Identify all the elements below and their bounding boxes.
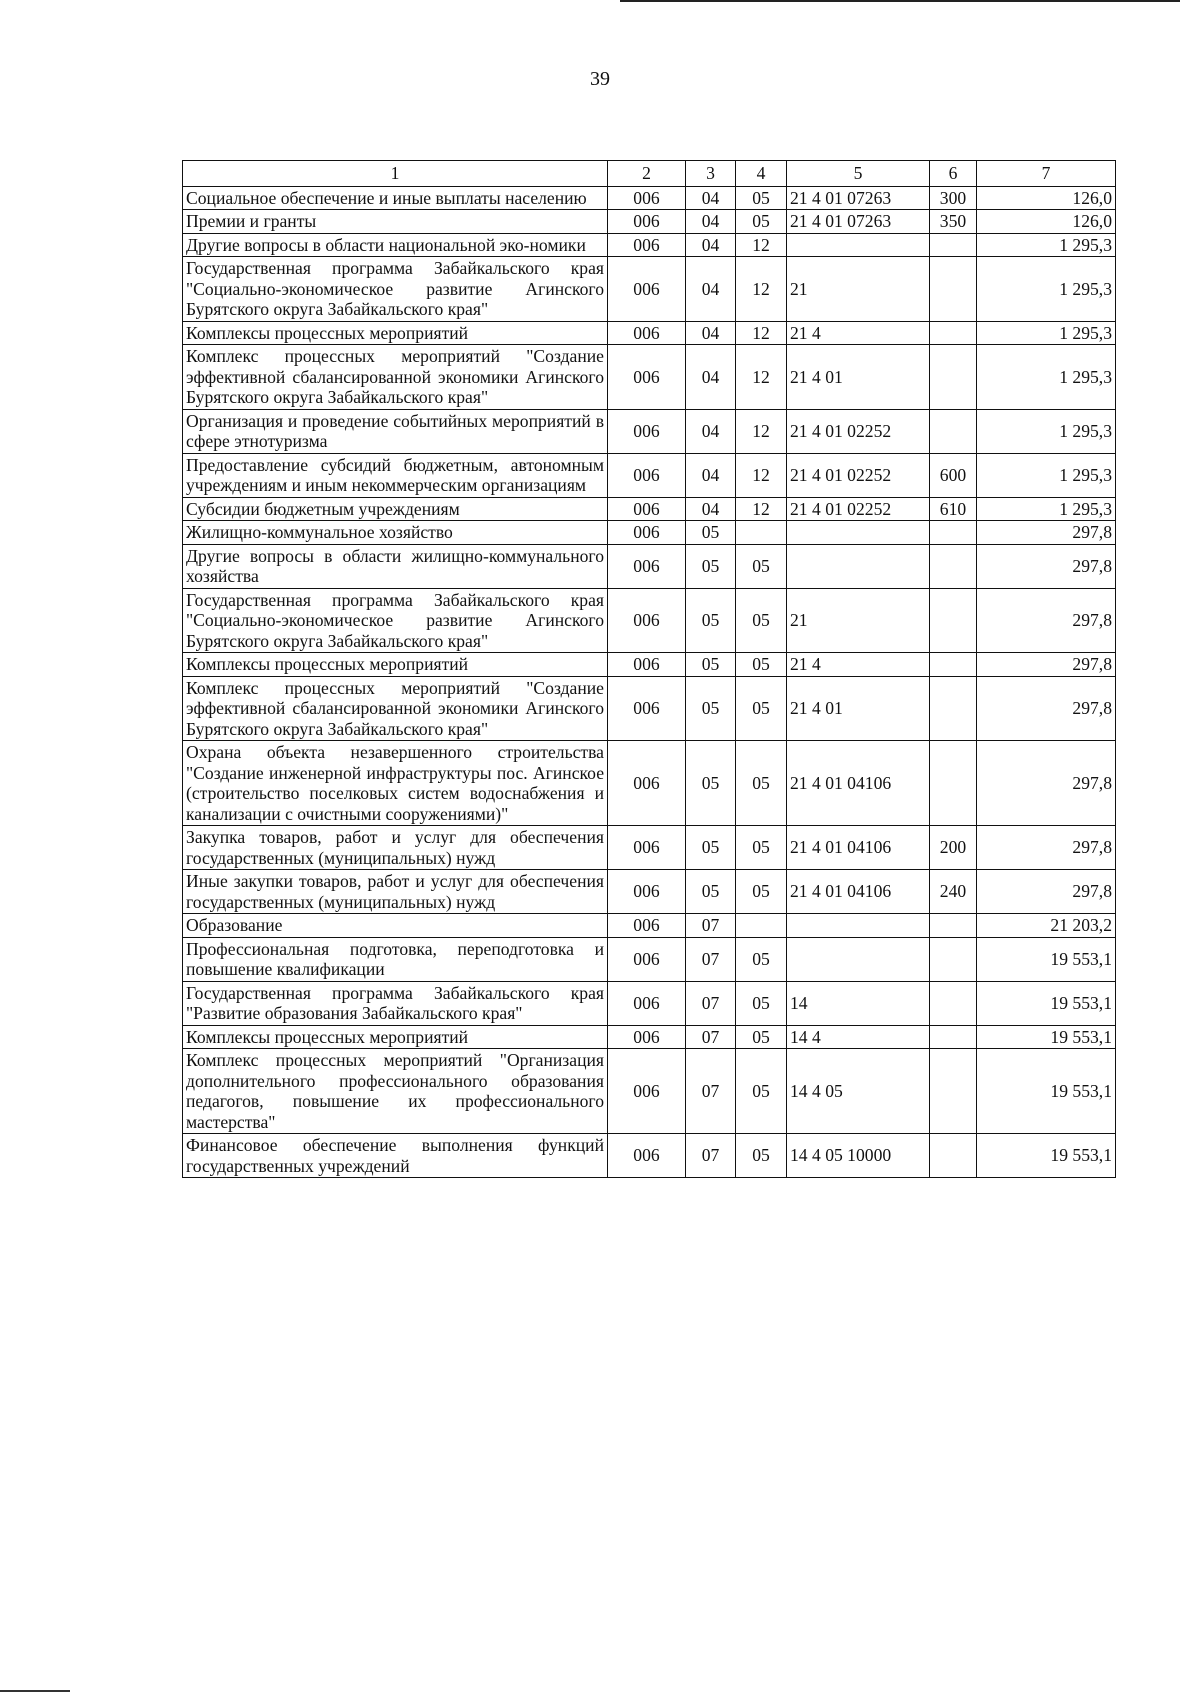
subsection-code-cell: 12 [736, 257, 787, 322]
expense-type-cell: 240 [930, 870, 977, 914]
amount-cell: 21 203,2 [977, 914, 1116, 938]
subsection-code-cell: 05 [736, 826, 787, 870]
budget-table [182, 160, 1116, 1178]
row-name-cell: Государственная программа Забайкальского края "Развитие образования Забайкальского края" [183, 981, 608, 1025]
section-code-cell: 05 [686, 870, 736, 914]
amount-cell: 1 295,3 [977, 345, 1116, 410]
target-article-cell [787, 521, 930, 545]
ministry-code-cell: 006 [608, 1134, 686, 1178]
target-article-cell: 21 4 01 07263 [787, 186, 930, 210]
expense-type-cell [930, 544, 977, 588]
column-header-6: 6 [930, 161, 977, 187]
expense-type-cell [930, 345, 977, 410]
amount-cell: 19 553,1 [977, 1134, 1116, 1178]
row-name-cell: Комплекс процессных мероприятий "Организация дополнительного профессионального образования педагогов, повышение их профессионального мастерства" [183, 1049, 608, 1134]
table-row [183, 345, 1116, 410]
table-row [183, 588, 1116, 653]
amount-cell: 297,8 [977, 521, 1116, 545]
row-name-cell: Охрана объекта незавершенного строительства "Создание инженерной инфраструктуры пос. Агинское (строительство поселковых систем водоснабжения и канализации с очистными сооружениями)" [183, 741, 608, 826]
section-code-cell: 07 [686, 914, 736, 938]
subsection-code-cell: 05 [736, 186, 787, 210]
section-code-cell: 07 [686, 937, 736, 981]
column-header-5: 5 [787, 161, 930, 187]
row-name-cell: Другие вопросы в области жилищно-коммунального хозяйства [183, 544, 608, 588]
target-article-cell: 21 [787, 588, 930, 653]
page-number: 39 [590, 68, 610, 90]
section-code-cell: 04 [686, 233, 736, 257]
target-article-cell: 21 4 01 04106 [787, 741, 930, 826]
table-row [183, 1049, 1116, 1134]
column-header-3: 3 [686, 161, 736, 187]
expense-type-cell: 600 [930, 453, 977, 497]
subsection-code-cell: 05 [736, 210, 787, 234]
subsection-code-cell: 05 [736, 870, 787, 914]
row-name-cell: Комплексы процессных мероприятий [183, 1025, 608, 1049]
target-article-cell: 21 4 [787, 653, 930, 677]
row-name-cell: Государственная программа Забайкальского края "Социально-экономическое развитие Агинского Бурятского округа Забайкальского края" [183, 588, 608, 653]
subsection-code-cell: 05 [736, 653, 787, 677]
table-row [183, 826, 1116, 870]
section-code-cell: 04 [686, 186, 736, 210]
table-row [183, 521, 1116, 545]
row-name-cell: Организация и проведение событийных мероприятий в сфере этнотуризма [183, 409, 608, 453]
target-article-cell [787, 544, 930, 588]
ministry-code-cell: 006 [608, 1049, 686, 1134]
table-header-row [183, 161, 1116, 187]
subsection-code-cell: 05 [736, 544, 787, 588]
table-row [183, 937, 1116, 981]
ministry-code-cell: 006 [608, 186, 686, 210]
amount-cell: 1 295,3 [977, 497, 1116, 521]
section-code-cell: 04 [686, 345, 736, 410]
expense-type-cell [930, 588, 977, 653]
column-header-2: 2 [608, 161, 686, 187]
target-article-cell [787, 233, 930, 257]
section-code-cell: 05 [686, 653, 736, 677]
section-code-cell: 05 [686, 588, 736, 653]
ministry-code-cell: 006 [608, 210, 686, 234]
subsection-code-cell: 12 [736, 345, 787, 410]
target-article-cell: 14 4 [787, 1025, 930, 1049]
subsection-code-cell: 05 [736, 1049, 787, 1134]
amount-cell: 297,8 [977, 653, 1116, 677]
amount-cell: 1 295,3 [977, 233, 1116, 257]
target-article-cell: 21 4 01 [787, 676, 930, 741]
section-code-cell: 07 [686, 1134, 736, 1178]
section-code-cell: 05 [686, 521, 736, 545]
expense-type-cell [930, 321, 977, 345]
target-article-cell [787, 914, 930, 938]
subsection-code-cell: 12 [736, 453, 787, 497]
section-code-cell: 04 [686, 210, 736, 234]
row-name-cell: Социальное обеспечение и иные выплаты населению [183, 186, 608, 210]
target-article-cell: 21 4 01 02252 [787, 453, 930, 497]
subsection-code-cell: 12 [736, 409, 787, 453]
row-name-cell: Премии и гранты [183, 210, 608, 234]
subsection-code-cell [736, 914, 787, 938]
target-article-cell [787, 937, 930, 981]
ministry-code-cell: 006 [608, 233, 686, 257]
section-code-cell: 04 [686, 497, 736, 521]
table-row [183, 914, 1116, 938]
amount-cell: 297,8 [977, 741, 1116, 826]
expense-type-cell [930, 1049, 977, 1134]
bottom-rule [0, 1690, 70, 1692]
amount-cell: 297,8 [977, 588, 1116, 653]
row-name-cell: Закупка товаров, работ и услуг для обеспечения государственных (муниципальных) нужд [183, 826, 608, 870]
row-name-cell: Комплекс процессных мероприятий "Создание эффективной сбалансированной экономики Агинского Бурятского округа Забайкальского края" [183, 676, 608, 741]
expense-type-cell [930, 1134, 977, 1178]
expense-type-cell [930, 981, 977, 1025]
section-code-cell: 05 [686, 826, 736, 870]
table-row [183, 653, 1116, 677]
subsection-code-cell: 05 [736, 937, 787, 981]
ministry-code-cell: 006 [608, 588, 686, 653]
table-row [183, 233, 1116, 257]
subsection-code-cell: 12 [736, 497, 787, 521]
amount-cell: 19 553,1 [977, 937, 1116, 981]
subsection-code-cell: 05 [736, 741, 787, 826]
table-row [183, 870, 1116, 914]
target-article-cell: 21 4 01 02252 [787, 409, 930, 453]
expense-type-cell [930, 676, 977, 741]
target-article-cell: 21 4 01 04106 [787, 870, 930, 914]
target-article-cell: 21 4 01 02252 [787, 497, 930, 521]
section-code-cell: 05 [686, 741, 736, 826]
ministry-code-cell: 006 [608, 741, 686, 826]
table-row [183, 409, 1116, 453]
column-header-7: 7 [977, 161, 1116, 187]
ministry-code-cell: 006 [608, 257, 686, 322]
amount-cell: 1 295,3 [977, 453, 1116, 497]
expense-type-cell [930, 257, 977, 322]
section-code-cell: 04 [686, 409, 736, 453]
section-code-cell: 04 [686, 257, 736, 322]
subsection-code-cell: 05 [736, 981, 787, 1025]
expense-type-cell: 200 [930, 826, 977, 870]
expense-type-cell [930, 653, 977, 677]
amount-cell: 297,8 [977, 544, 1116, 588]
ministry-code-cell: 006 [608, 676, 686, 741]
target-article-cell: 21 4 01 [787, 345, 930, 410]
expense-type-cell [930, 409, 977, 453]
ministry-code-cell: 006 [608, 544, 686, 588]
amount-cell: 19 553,1 [977, 981, 1116, 1025]
row-name-cell: Комплексы процессных мероприятий [183, 653, 608, 677]
amount-cell: 126,0 [977, 186, 1116, 210]
section-code-cell: 07 [686, 1049, 736, 1134]
top-rule [620, 0, 1180, 2]
target-article-cell: 14 [787, 981, 930, 1025]
target-article-cell: 21 [787, 257, 930, 322]
table-row [183, 1025, 1116, 1049]
ministry-code-cell: 006 [608, 521, 686, 545]
target-article-cell: 14 4 05 [787, 1049, 930, 1134]
section-code-cell: 05 [686, 544, 736, 588]
table-row [183, 676, 1116, 741]
amount-cell: 297,8 [977, 826, 1116, 870]
target-article-cell: 21 4 01 04106 [787, 826, 930, 870]
ministry-code-cell: 006 [608, 497, 686, 521]
ministry-code-cell: 006 [608, 937, 686, 981]
table-row [183, 186, 1116, 210]
table-row [183, 453, 1116, 497]
subsection-code-cell: 05 [736, 1134, 787, 1178]
row-name-cell: Комплекс процессных мероприятий "Создание эффективной сбалансированной экономики Агинского Бурятского округа Забайкальского края" [183, 345, 608, 410]
row-name-cell: Профессиональная подготовка, переподготовка и повышение квалификации [183, 937, 608, 981]
expense-type-cell [930, 914, 977, 938]
table-row [183, 210, 1116, 234]
subsection-code-cell: 05 [736, 588, 787, 653]
ministry-code-cell: 006 [608, 981, 686, 1025]
subsection-code-cell: 05 [736, 1025, 787, 1049]
section-code-cell: 05 [686, 676, 736, 741]
amount-cell: 19 553,1 [977, 1025, 1116, 1049]
amount-cell: 1 295,3 [977, 409, 1116, 453]
ministry-code-cell: 006 [608, 914, 686, 938]
amount-cell: 297,8 [977, 870, 1116, 914]
expense-type-cell: 350 [930, 210, 977, 234]
ministry-code-cell: 006 [608, 653, 686, 677]
ministry-code-cell: 006 [608, 453, 686, 497]
table-row [183, 741, 1116, 826]
expense-type-cell [930, 937, 977, 981]
subsection-code-cell: 12 [736, 233, 787, 257]
row-name-cell: Жилищно-коммунальное хозяйство [183, 521, 608, 545]
expense-type-cell [930, 521, 977, 545]
subsection-code-cell: 12 [736, 321, 787, 345]
table-row [183, 257, 1116, 322]
expense-type-cell [930, 1025, 977, 1049]
ministry-code-cell: 006 [608, 870, 686, 914]
table-row [183, 321, 1116, 345]
section-code-cell: 07 [686, 981, 736, 1025]
ministry-code-cell: 006 [608, 345, 686, 410]
table-row [183, 1134, 1116, 1178]
ministry-code-cell: 006 [608, 321, 686, 345]
row-name-cell: Государственная программа Забайкальского края "Социально-экономическое развитие Агинского Бурятского округа Забайкальского края" [183, 257, 608, 322]
target-article-cell: 14 4 05 10000 [787, 1134, 930, 1178]
amount-cell: 297,8 [977, 676, 1116, 741]
table-row [183, 544, 1116, 588]
expense-type-cell [930, 233, 977, 257]
row-name-cell: Предоставление субсидий бюджетным, автономным учреждениям и иным некоммерческим организациям [183, 453, 608, 497]
row-name-cell: Комплексы процессных мероприятий [183, 321, 608, 345]
expense-type-cell: 300 [930, 186, 977, 210]
section-code-cell: 07 [686, 1025, 736, 1049]
row-name-cell: Субсидии бюджетным учреждениям [183, 497, 608, 521]
row-name-cell: Финансовое обеспечение выполнения функций государственных учреждений [183, 1134, 608, 1178]
subsection-code-cell [736, 521, 787, 545]
row-name-cell: Образование [183, 914, 608, 938]
section-code-cell: 04 [686, 453, 736, 497]
ministry-code-cell: 006 [608, 409, 686, 453]
amount-cell: 126,0 [977, 210, 1116, 234]
target-article-cell: 21 4 [787, 321, 930, 345]
amount-cell: 1 295,3 [977, 257, 1116, 322]
table-row [183, 981, 1116, 1025]
amount-cell: 19 553,1 [977, 1049, 1116, 1134]
expense-type-cell: 610 [930, 497, 977, 521]
table-row [183, 497, 1116, 521]
subsection-code-cell: 05 [736, 676, 787, 741]
amount-cell: 1 295,3 [977, 321, 1116, 345]
row-name-cell: Другие вопросы в области национальной эко-номики [183, 233, 608, 257]
ministry-code-cell: 006 [608, 826, 686, 870]
ministry-code-cell: 006 [608, 1025, 686, 1049]
column-header-1: 1 [183, 161, 608, 187]
target-article-cell: 21 4 01 07263 [787, 210, 930, 234]
table-body [183, 186, 1116, 1178]
row-name-cell: Иные закупки товаров, работ и услуг для обеспечения государственных (муниципальных) нужд [183, 870, 608, 914]
section-code-cell: 04 [686, 321, 736, 345]
column-header-4: 4 [736, 161, 787, 187]
expense-type-cell [930, 741, 977, 826]
